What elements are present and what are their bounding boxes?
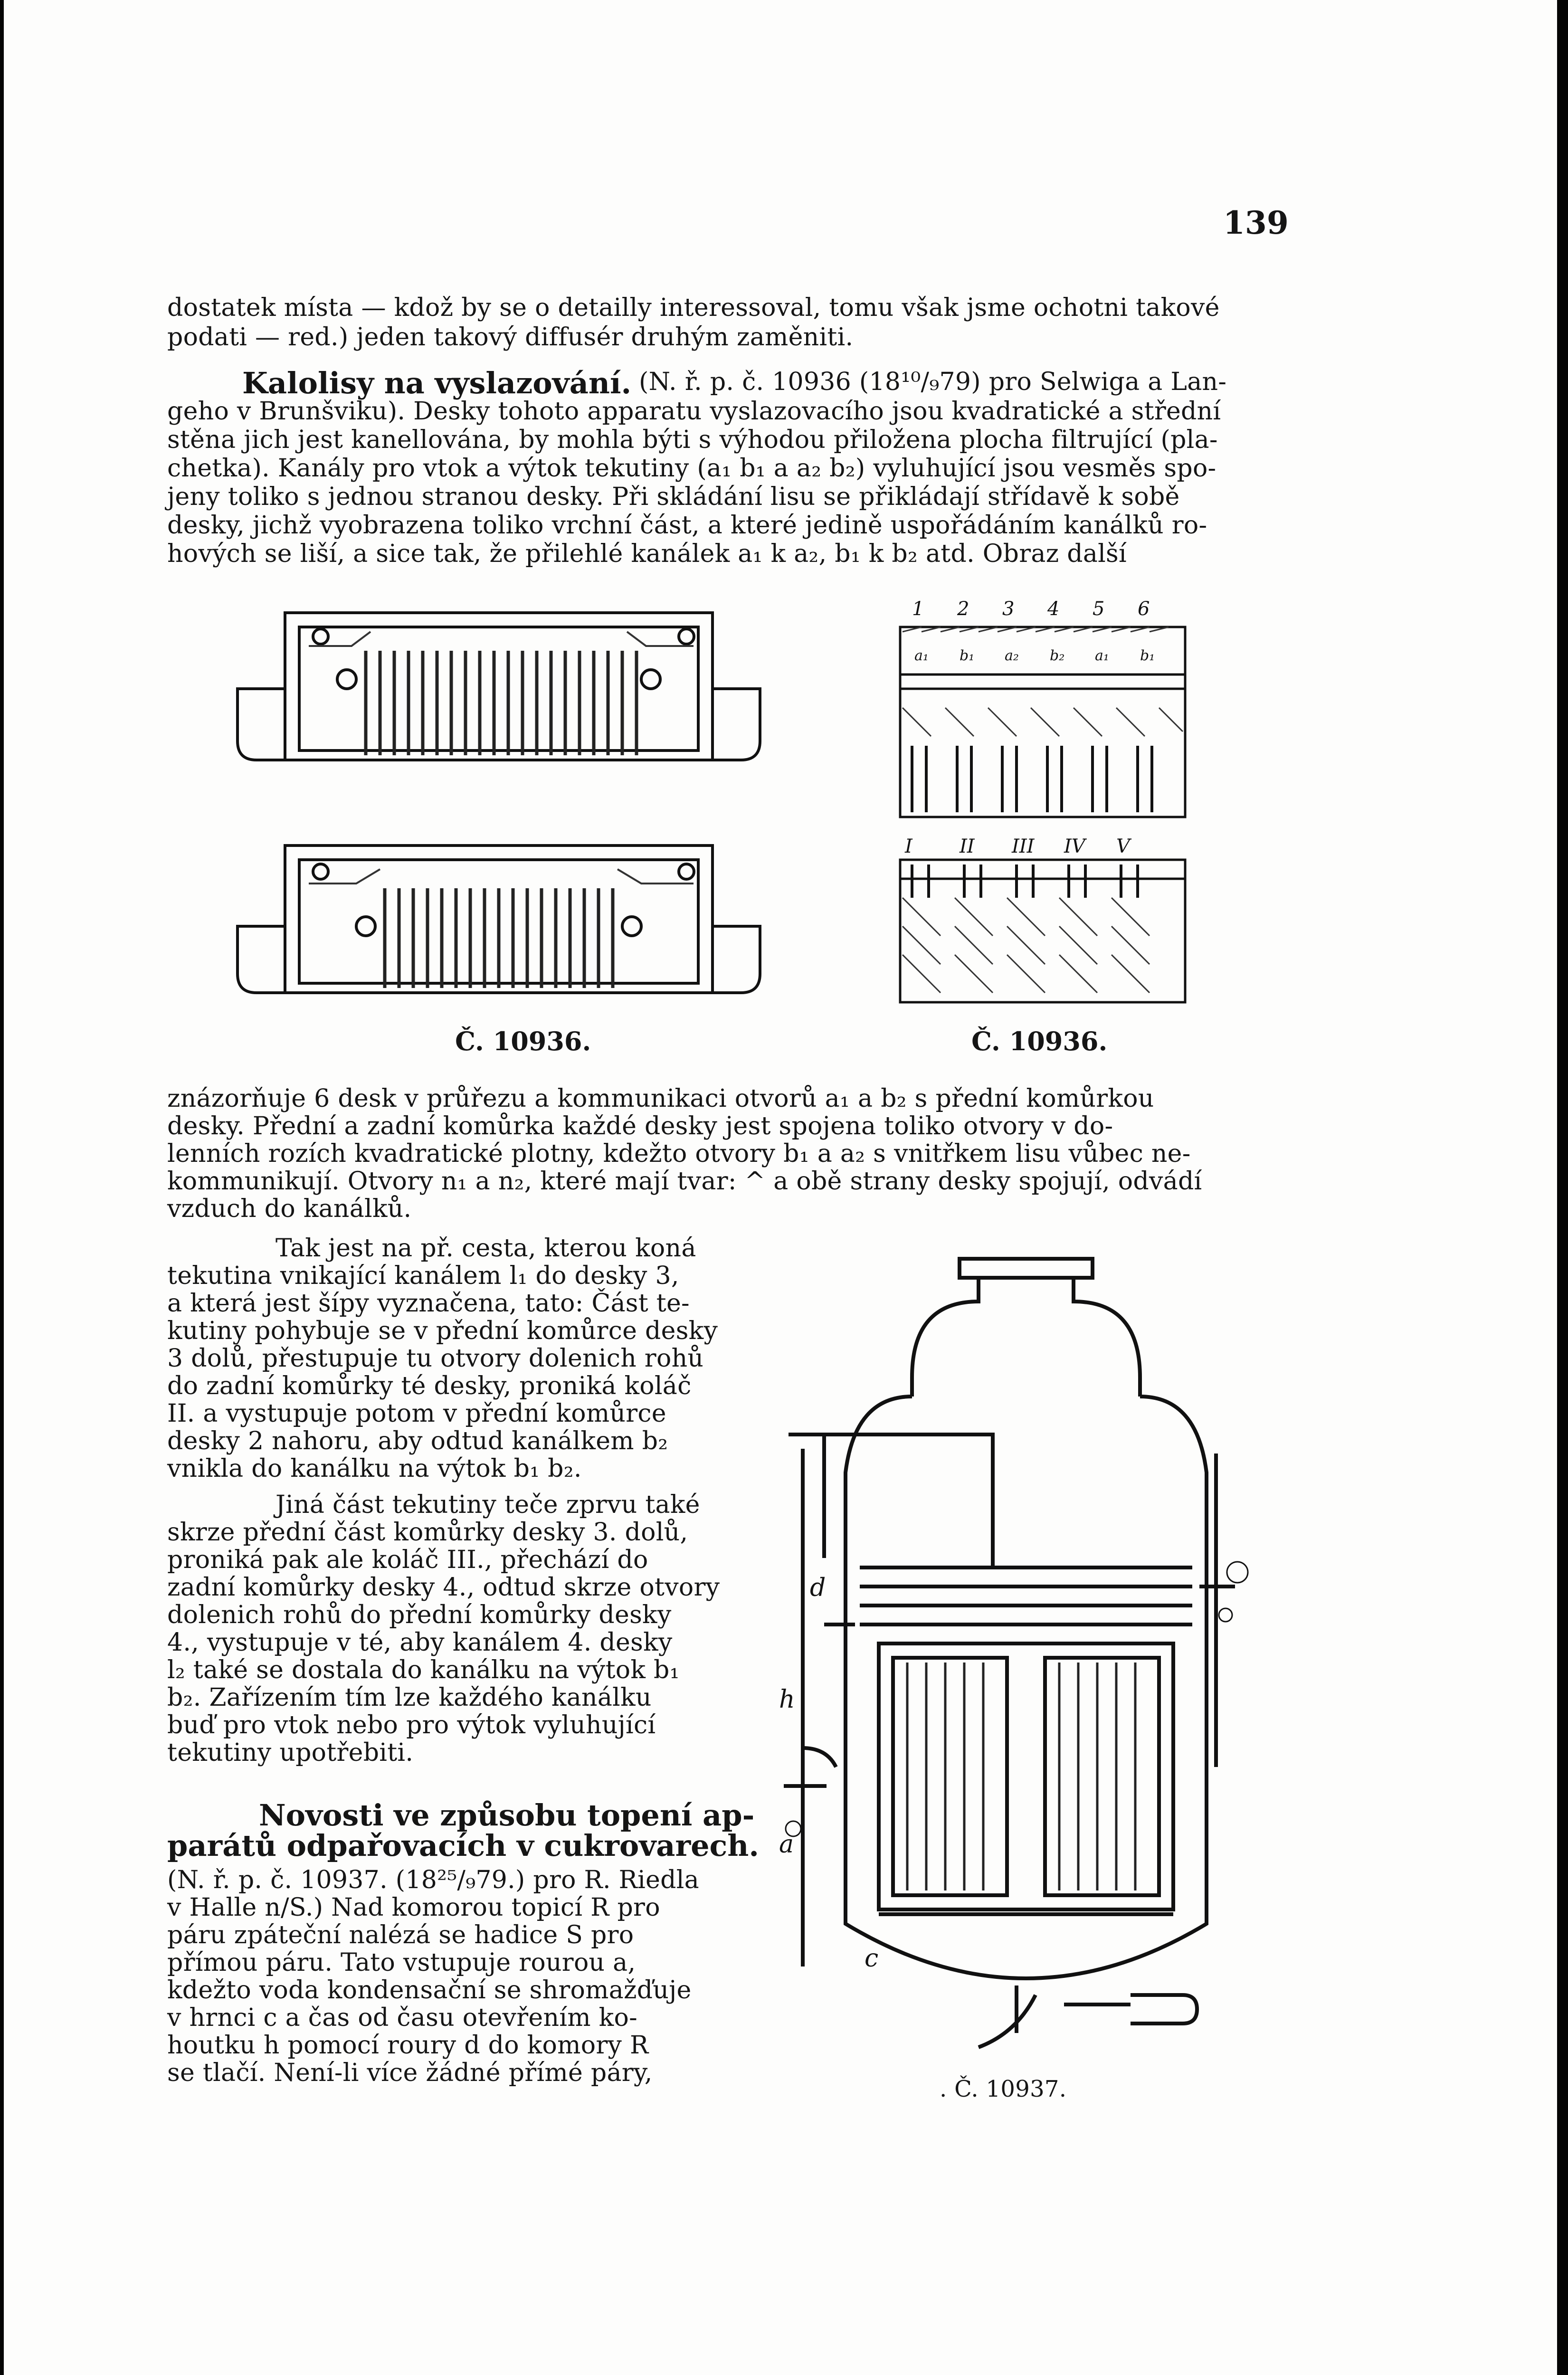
text-line: vnikla do kanálku na výtok b₁ b₂. — [167, 1454, 582, 1483]
section-label: V — [1116, 836, 1130, 857]
text-line: buď pro vtok nebo pro výtok vyluhující — [167, 1711, 656, 1739]
text-line: (N. ř. p. č. 10937. (18²⁵/₉79.) pro R. Riedla — [167, 1866, 699, 1894]
section-label: 6 — [1138, 598, 1150, 620]
section-label: 4 — [1047, 598, 1060, 620]
page-number: 139 — [1223, 204, 1289, 241]
figure-caption: . Č. 10937. — [940, 2076, 1067, 2102]
plate-label: a₁ — [914, 647, 929, 664]
plate-label: b₁ — [960, 647, 975, 664]
text-line: proniká pak ale koláč III., přechází do — [167, 1546, 648, 1574]
section-heading: Novosti ve způsobu topení ap- — [259, 1798, 755, 1833]
figure-10937-evaporator — [770, 1226, 1306, 2071]
text-line: 4., vystupuje v té, aby kanálem 4. desky — [167, 1628, 673, 1657]
section-label: III — [1012, 836, 1035, 857]
text-line: b₂. Zařízením tím lze každého kanálku — [167, 1683, 652, 1712]
text-line: Tak jest na př. cesta, kterou koná — [276, 1234, 696, 1263]
plate-label: a₁ — [1095, 647, 1109, 664]
text-line: 3 dolů, přestupuje tu otvory dolenich rohů — [167, 1344, 704, 1373]
text-line: geho v Brunšviku). Desky tohoto apparatu vyslazovacího jsou kvadratické a střední — [167, 397, 1221, 426]
section-label: 5 — [1093, 598, 1105, 620]
text-line: l₂ také se dostala do kanálku na výtok b₁ — [167, 1656, 680, 1684]
section-label: 3 — [1002, 598, 1015, 620]
text-line: kommunikují. Otvory n₁ a n₂, které mají tvar: ^ a obě strany desky spojují, odvádí — [167, 1167, 1202, 1196]
text-line: skrze přední část komůrky desky 3. dolů, — [167, 1518, 688, 1547]
text-line: v Halle n/S.) Nad komorou topicí R pro — [167, 1893, 660, 1922]
text-line: zadní komůrky desky 4., odtud skrze otvory — [167, 1573, 720, 1602]
text-line: desky, jichž vyobrazena toliko vrchní část, a které jedině uspořádáním kanálků ro- — [167, 511, 1207, 540]
text-line: jeny toliko s jednou stranou desky. Při skládání lisu se přikládají střídavě k sobě — [167, 483, 1180, 511]
text-line: v hrnci c a čas od času otevřením ko- — [167, 2004, 637, 2032]
scan-edge-left — [0, 0, 4, 2375]
plate-label: b₁ — [1140, 647, 1155, 664]
scan-edge-right — [1557, 0, 1568, 2375]
section-label: 1 — [912, 598, 924, 620]
text-line: houtku h pomocí roury d do komory R — [167, 2031, 649, 2060]
text-line: tekutina vnikající kanálem l₁ do desky 3, — [167, 1262, 679, 1290]
figure-label: d — [810, 1574, 826, 1602]
text-line: a která jest šípy vyznačena, tato: Část te- — [167, 1289, 690, 1318]
text-line: (N. ř. p. č. 10936 (18¹⁰/₉79) pro Selwiga a Lan- — [639, 368, 1227, 396]
text-line: hových se liší, a sice tak, že přilehlé kanálek a₁ k a₂, b₁ k b₂ atd. Obraz další — [167, 540, 1127, 568]
text-line: znázorňuje 6 desk v průřezu a kommunikaci otvorů a₁ a b₂ s přední komůrkou — [167, 1084, 1154, 1113]
text-line: se tlačí. Není-li více žádné přímé páry, — [167, 2059, 653, 2087]
figure-caption: Č. 10936. — [971, 1026, 1108, 1056]
figure-10936-section — [893, 594, 1197, 1021]
section-label: IV — [1064, 836, 1085, 857]
text-line: dolenich rohů do přední komůrky desky — [167, 1601, 672, 1629]
plate-label: b₂ — [1050, 647, 1065, 664]
text-line: desky. Přední a zadní komůrka každé desky jest spojena toliko otvory v do- — [167, 1112, 1113, 1140]
text-line: dostatek místa — kdož by se o detailly interessoval, tomu však jsme ochotni takové — [167, 294, 1220, 322]
text-line: podati — red.) jeden takový diffusér druhým zaměniti. — [167, 323, 854, 352]
text-line: II. a vystupuje potom v přední komůrce — [167, 1399, 666, 1428]
text-line: tekutiny upotřebiti. — [167, 1738, 414, 1767]
figure-label: h — [779, 1685, 795, 1714]
figure-10936-plates — [228, 603, 774, 1021]
text-line: vzduch do kanálků. — [167, 1195, 412, 1223]
figure-caption: Č. 10936. — [455, 1026, 591, 1056]
section-label: I — [905, 836, 912, 857]
figure-label: c — [865, 1944, 879, 1973]
text-line: lenních rozích kvadratické plotny, kdežto otvory b₁ a a₂ s vnitřkem lisu vůbec ne- — [167, 1140, 1191, 1168]
text-line: kdežto voda kondensační se shromažďuje — [167, 1976, 692, 2004]
plate-label: a₂ — [1005, 647, 1019, 664]
text-line: chetka). Kanály pro vtok a výtok tekutiny (a₁ b₁ a a₂ b₂) vyluhující jsou vesměs spo- — [167, 454, 1216, 483]
figure-label: a — [779, 1830, 794, 1859]
section-label: II — [960, 836, 975, 857]
section-label: 2 — [957, 598, 969, 620]
section-heading: Kalolisy na vyslazování. — [242, 366, 632, 400]
text-line: Jiná část tekutiny teče zprvu také — [276, 1491, 700, 1519]
text-line: přímou páru. Tato vstupuje rourou a, — [167, 1948, 636, 1977]
text-line: páru zpáteční nalézá se hadice S pro — [167, 1921, 634, 1949]
text-line: desky 2 nahoru, aby odtud kanálkem b₂ — [167, 1427, 668, 1455]
text-line: do zadní komůrky té desky, proniká koláč — [167, 1372, 692, 1400]
text-line: kutiny pohybuje se v přední komůrce desky — [167, 1317, 718, 1345]
text-line: stěna jich jest kanellována, by mohla býti s výhodou přiložena plocha filtrující (pla- — [167, 426, 1218, 454]
section-heading: parátů odpařovacích v cukrovarech. — [167, 1828, 759, 1863]
